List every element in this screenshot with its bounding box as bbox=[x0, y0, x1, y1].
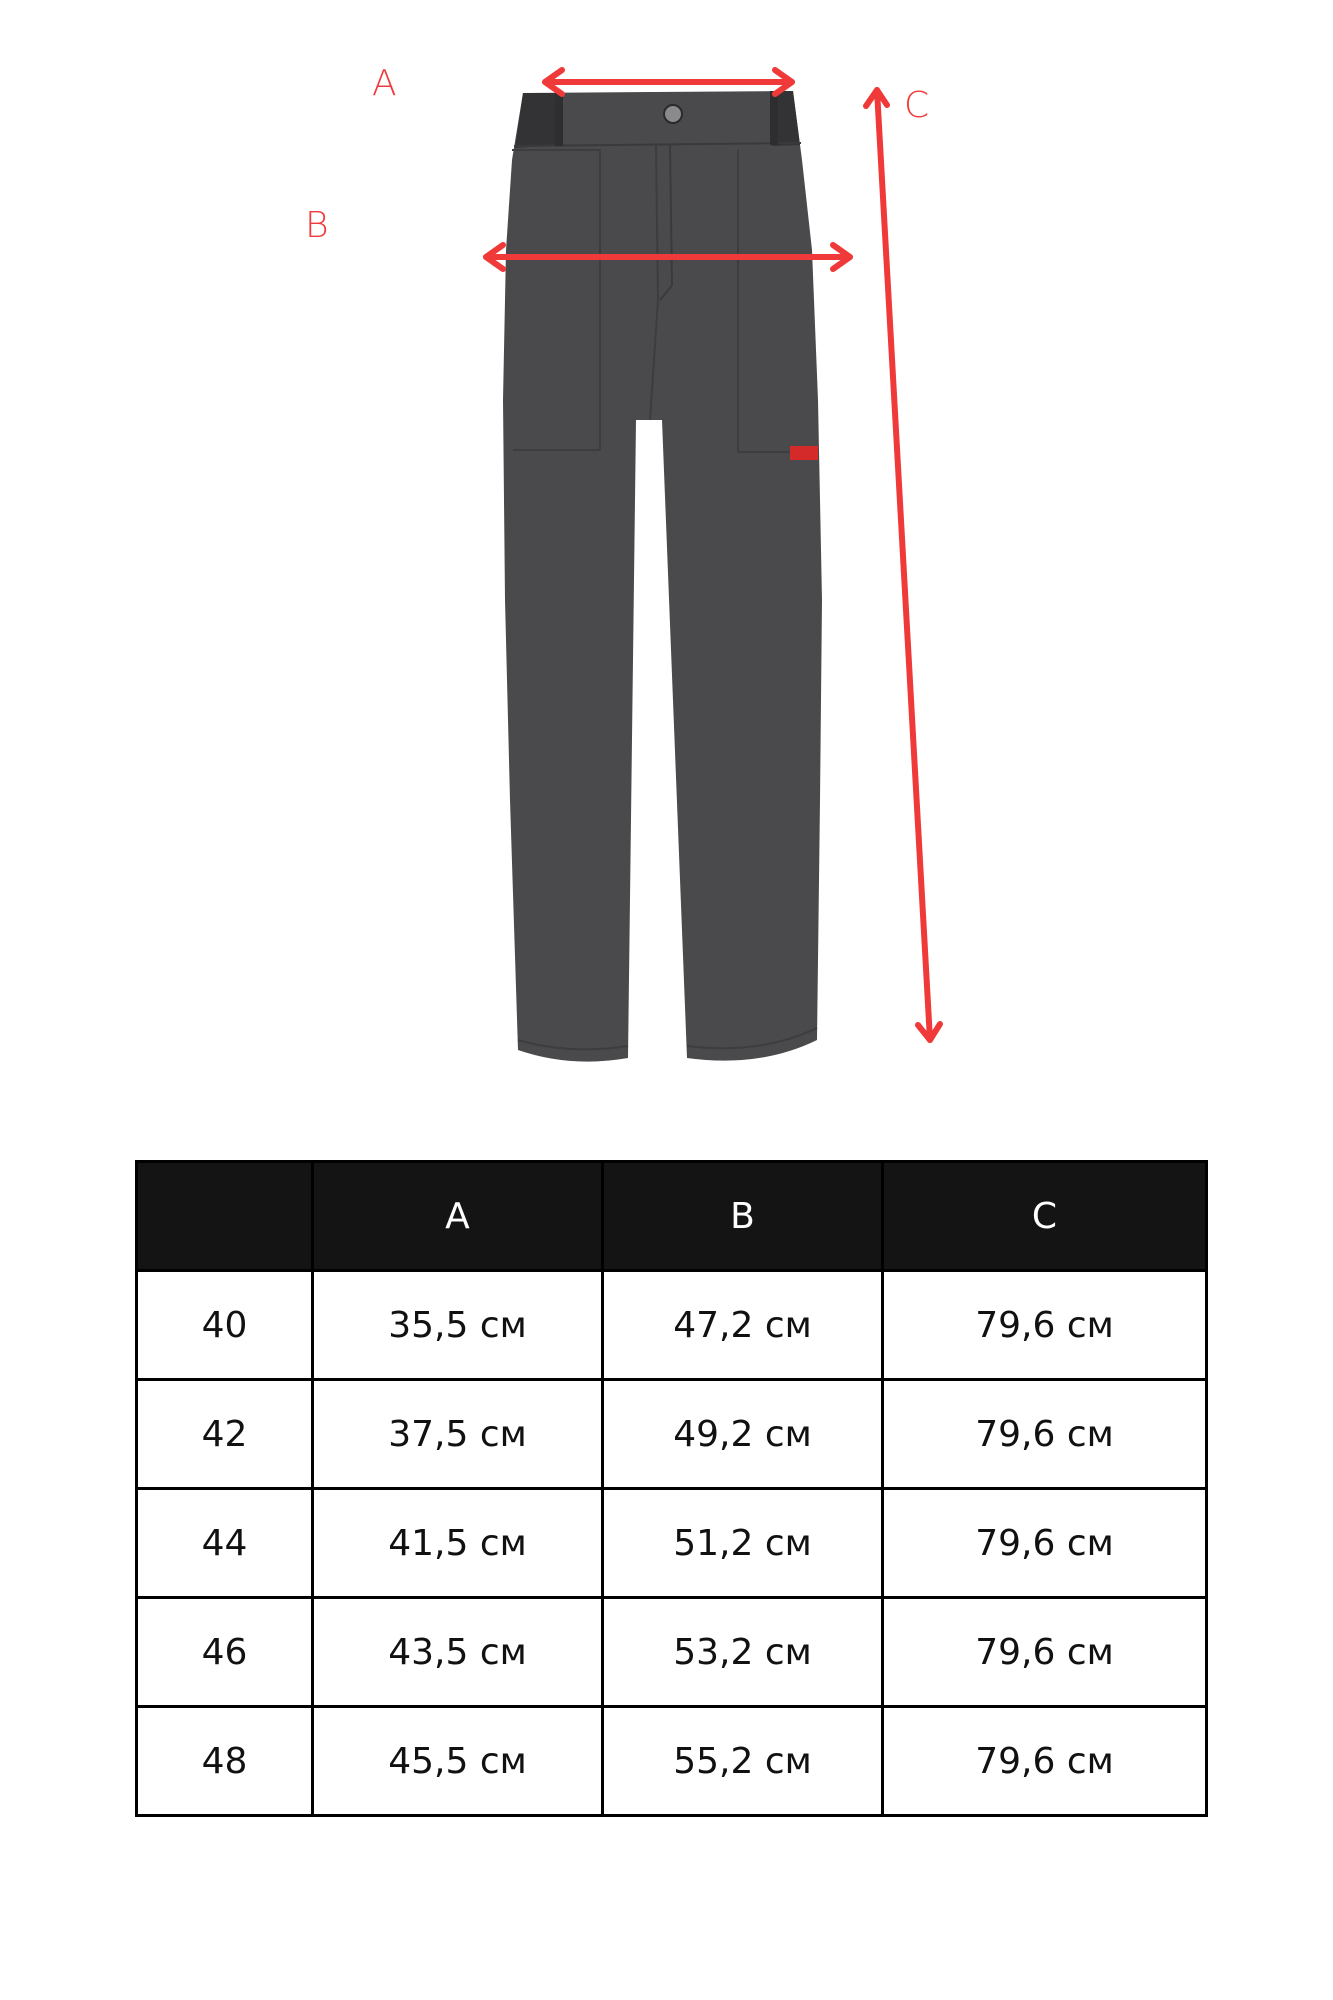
cell-c: 79,6 см bbox=[883, 1380, 1207, 1489]
label-a: A bbox=[372, 63, 397, 104]
table-row bbox=[137, 1380, 1207, 1489]
label-c: C bbox=[904, 85, 930, 126]
cell-b: 55,2 см bbox=[603, 1707, 883, 1816]
cell-size: 44 bbox=[137, 1489, 313, 1598]
cell-c: 79,6 см bbox=[883, 1489, 1207, 1598]
cell-a: 45,5 см bbox=[313, 1707, 603, 1816]
header-size bbox=[137, 1162, 313, 1271]
cell-size: 42 bbox=[137, 1380, 313, 1489]
size-chart-table bbox=[135, 1160, 1208, 1817]
header-a: A bbox=[313, 1162, 603, 1271]
cell-c: 79,6 см bbox=[883, 1271, 1207, 1380]
table-row bbox=[137, 1489, 1207, 1598]
button bbox=[664, 105, 682, 123]
double-arrow-icon bbox=[866, 90, 940, 1040]
header-c: C bbox=[883, 1162, 1207, 1271]
cell-a: 37,5 см bbox=[313, 1380, 603, 1489]
cell-size: 46 bbox=[137, 1598, 313, 1707]
cell-b: 53,2 см bbox=[603, 1598, 883, 1707]
trousers-shape bbox=[503, 91, 822, 1062]
double-arrow-icon bbox=[545, 70, 792, 94]
belt-loop-left bbox=[555, 92, 563, 146]
cell-size: 40 bbox=[137, 1271, 313, 1380]
cell-b: 49,2 см bbox=[603, 1380, 883, 1489]
brand-tag bbox=[790, 446, 818, 460]
waistband-left bbox=[515, 93, 562, 148]
cell-a: 35,5 см bbox=[313, 1271, 603, 1380]
table-header-row bbox=[137, 1162, 1207, 1271]
cell-size: 48 bbox=[137, 1707, 313, 1816]
table-row bbox=[137, 1271, 1207, 1380]
label-b: B bbox=[305, 205, 329, 246]
cell-b: 47,2 см bbox=[603, 1271, 883, 1380]
cell-a: 41,5 см bbox=[313, 1489, 603, 1598]
belt-loop-right bbox=[770, 91, 778, 145]
table-row bbox=[137, 1707, 1207, 1816]
cell-b: 51,2 см bbox=[603, 1489, 883, 1598]
cell-c: 79,6 см bbox=[883, 1598, 1207, 1707]
cell-a: 43,5 см bbox=[313, 1598, 603, 1707]
cell-c: 79,6 см bbox=[883, 1707, 1207, 1816]
header-b: B bbox=[603, 1162, 883, 1271]
table-row bbox=[137, 1598, 1207, 1707]
